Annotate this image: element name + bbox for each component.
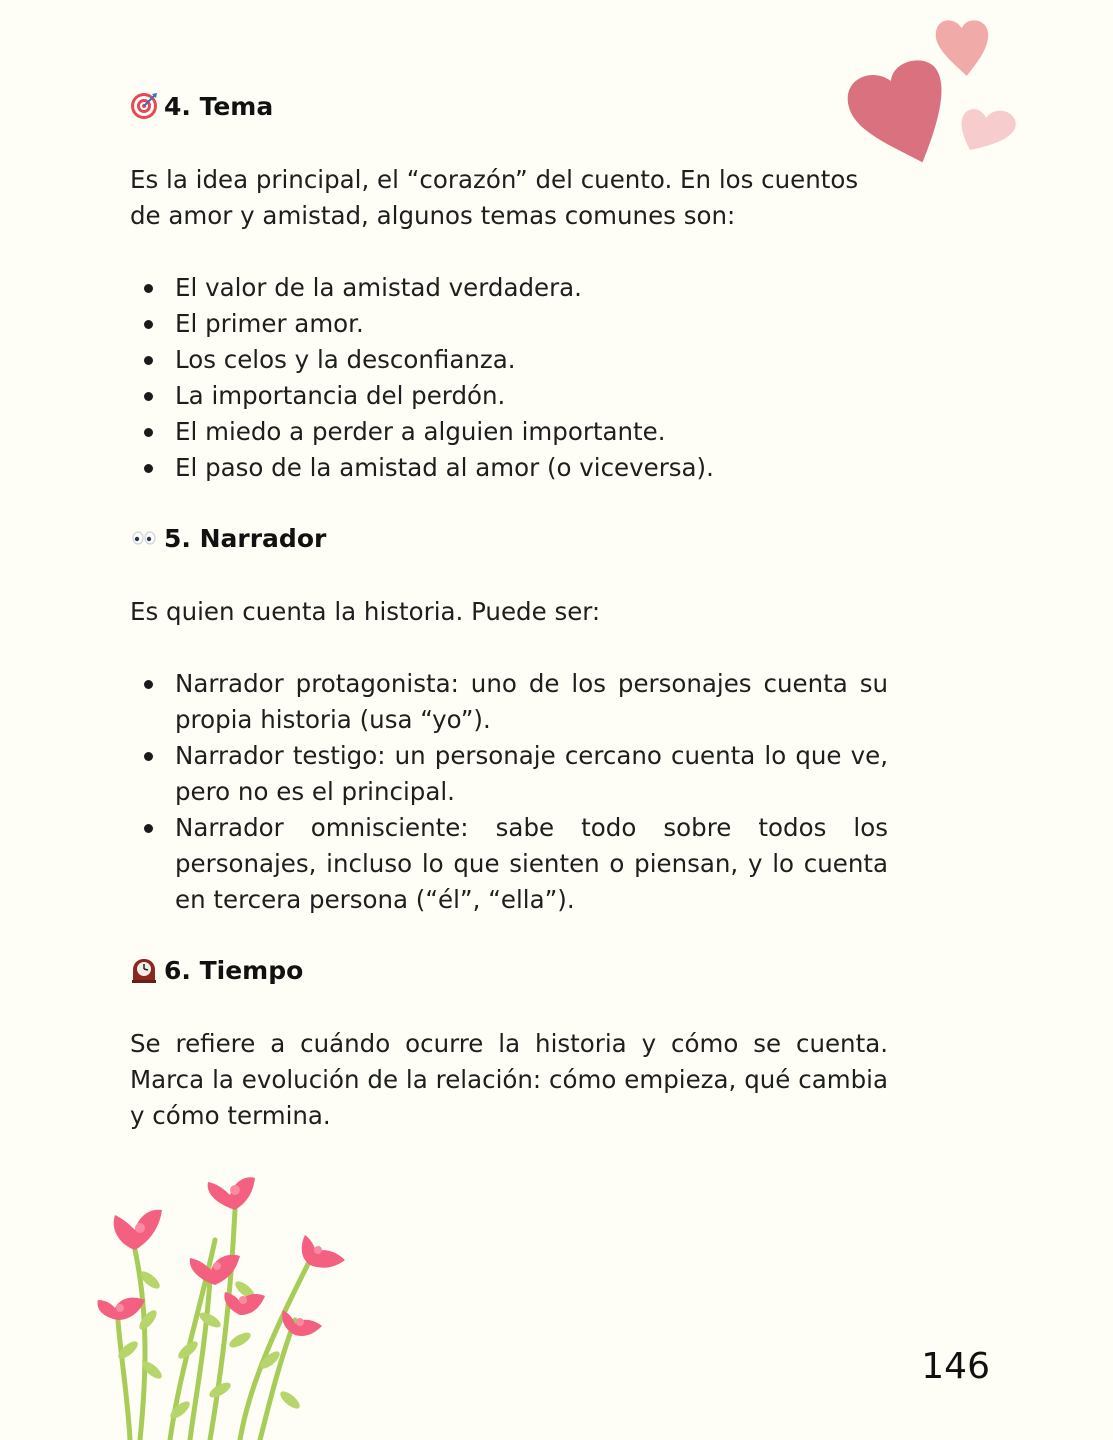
list-item: El primer amor. xyxy=(130,306,888,342)
list-item: La importancia del perdón. xyxy=(130,378,888,414)
section-title: 6. Tiempo xyxy=(164,955,304,985)
section-heading-tiempo xyxy=(130,950,888,990)
section-title: 5. Narrador xyxy=(164,523,327,553)
target-icon xyxy=(130,92,158,120)
list-item: Los celos y la desconfianza. xyxy=(130,342,888,378)
list-item: Narrador omnisciente: sabe todo sobre todos los personajes, incluso lo que sienten o piensan, y lo cuenta en tercera persona (“él”, “ella”). xyxy=(130,810,888,918)
section-heading-tema xyxy=(130,86,888,126)
tema-list xyxy=(130,270,888,486)
main-content xyxy=(130,86,888,1134)
mantel-clock-icon xyxy=(130,956,158,984)
eyes-icon xyxy=(130,524,158,552)
list-item: El valor de la amistad verdadera. xyxy=(130,270,888,306)
page-number: 146 xyxy=(921,1346,990,1387)
section-intro-tiempo: Se refiere a cuándo ocurre la historia y cómo se cuenta. Marca la evolución de la relación: cómo empieza, qué cambia y cómo termina. xyxy=(130,1029,888,1130)
section-intro-narrador: Es quien cuenta la historia. Puede ser: xyxy=(130,597,601,626)
list-item: Narrador testigo: un personaje cercano cuenta lo que ve, pero no es el principal. xyxy=(130,738,888,810)
small-heart-top-icon xyxy=(932,16,990,77)
narrador-list xyxy=(130,666,888,918)
section-title: 4. Tema xyxy=(164,91,274,121)
section-heading-narrador xyxy=(130,518,888,558)
small-heart-right-icon xyxy=(962,109,1016,150)
list-item: El paso de la amistad al amor (o viceversa). xyxy=(130,450,888,486)
section-intro-tema: Es la idea principal, el “corazón” del cuento. En los cuentos de amor y amistad, algunos temas comunes son: xyxy=(130,165,859,230)
flowers-decoration-icon xyxy=(90,1170,370,1440)
list-item: El miedo a perder a alguien importante. xyxy=(130,414,888,450)
list-item: Narrador protagonista: uno de los personajes cuenta su propia historia (usa “yo”). xyxy=(130,666,888,738)
